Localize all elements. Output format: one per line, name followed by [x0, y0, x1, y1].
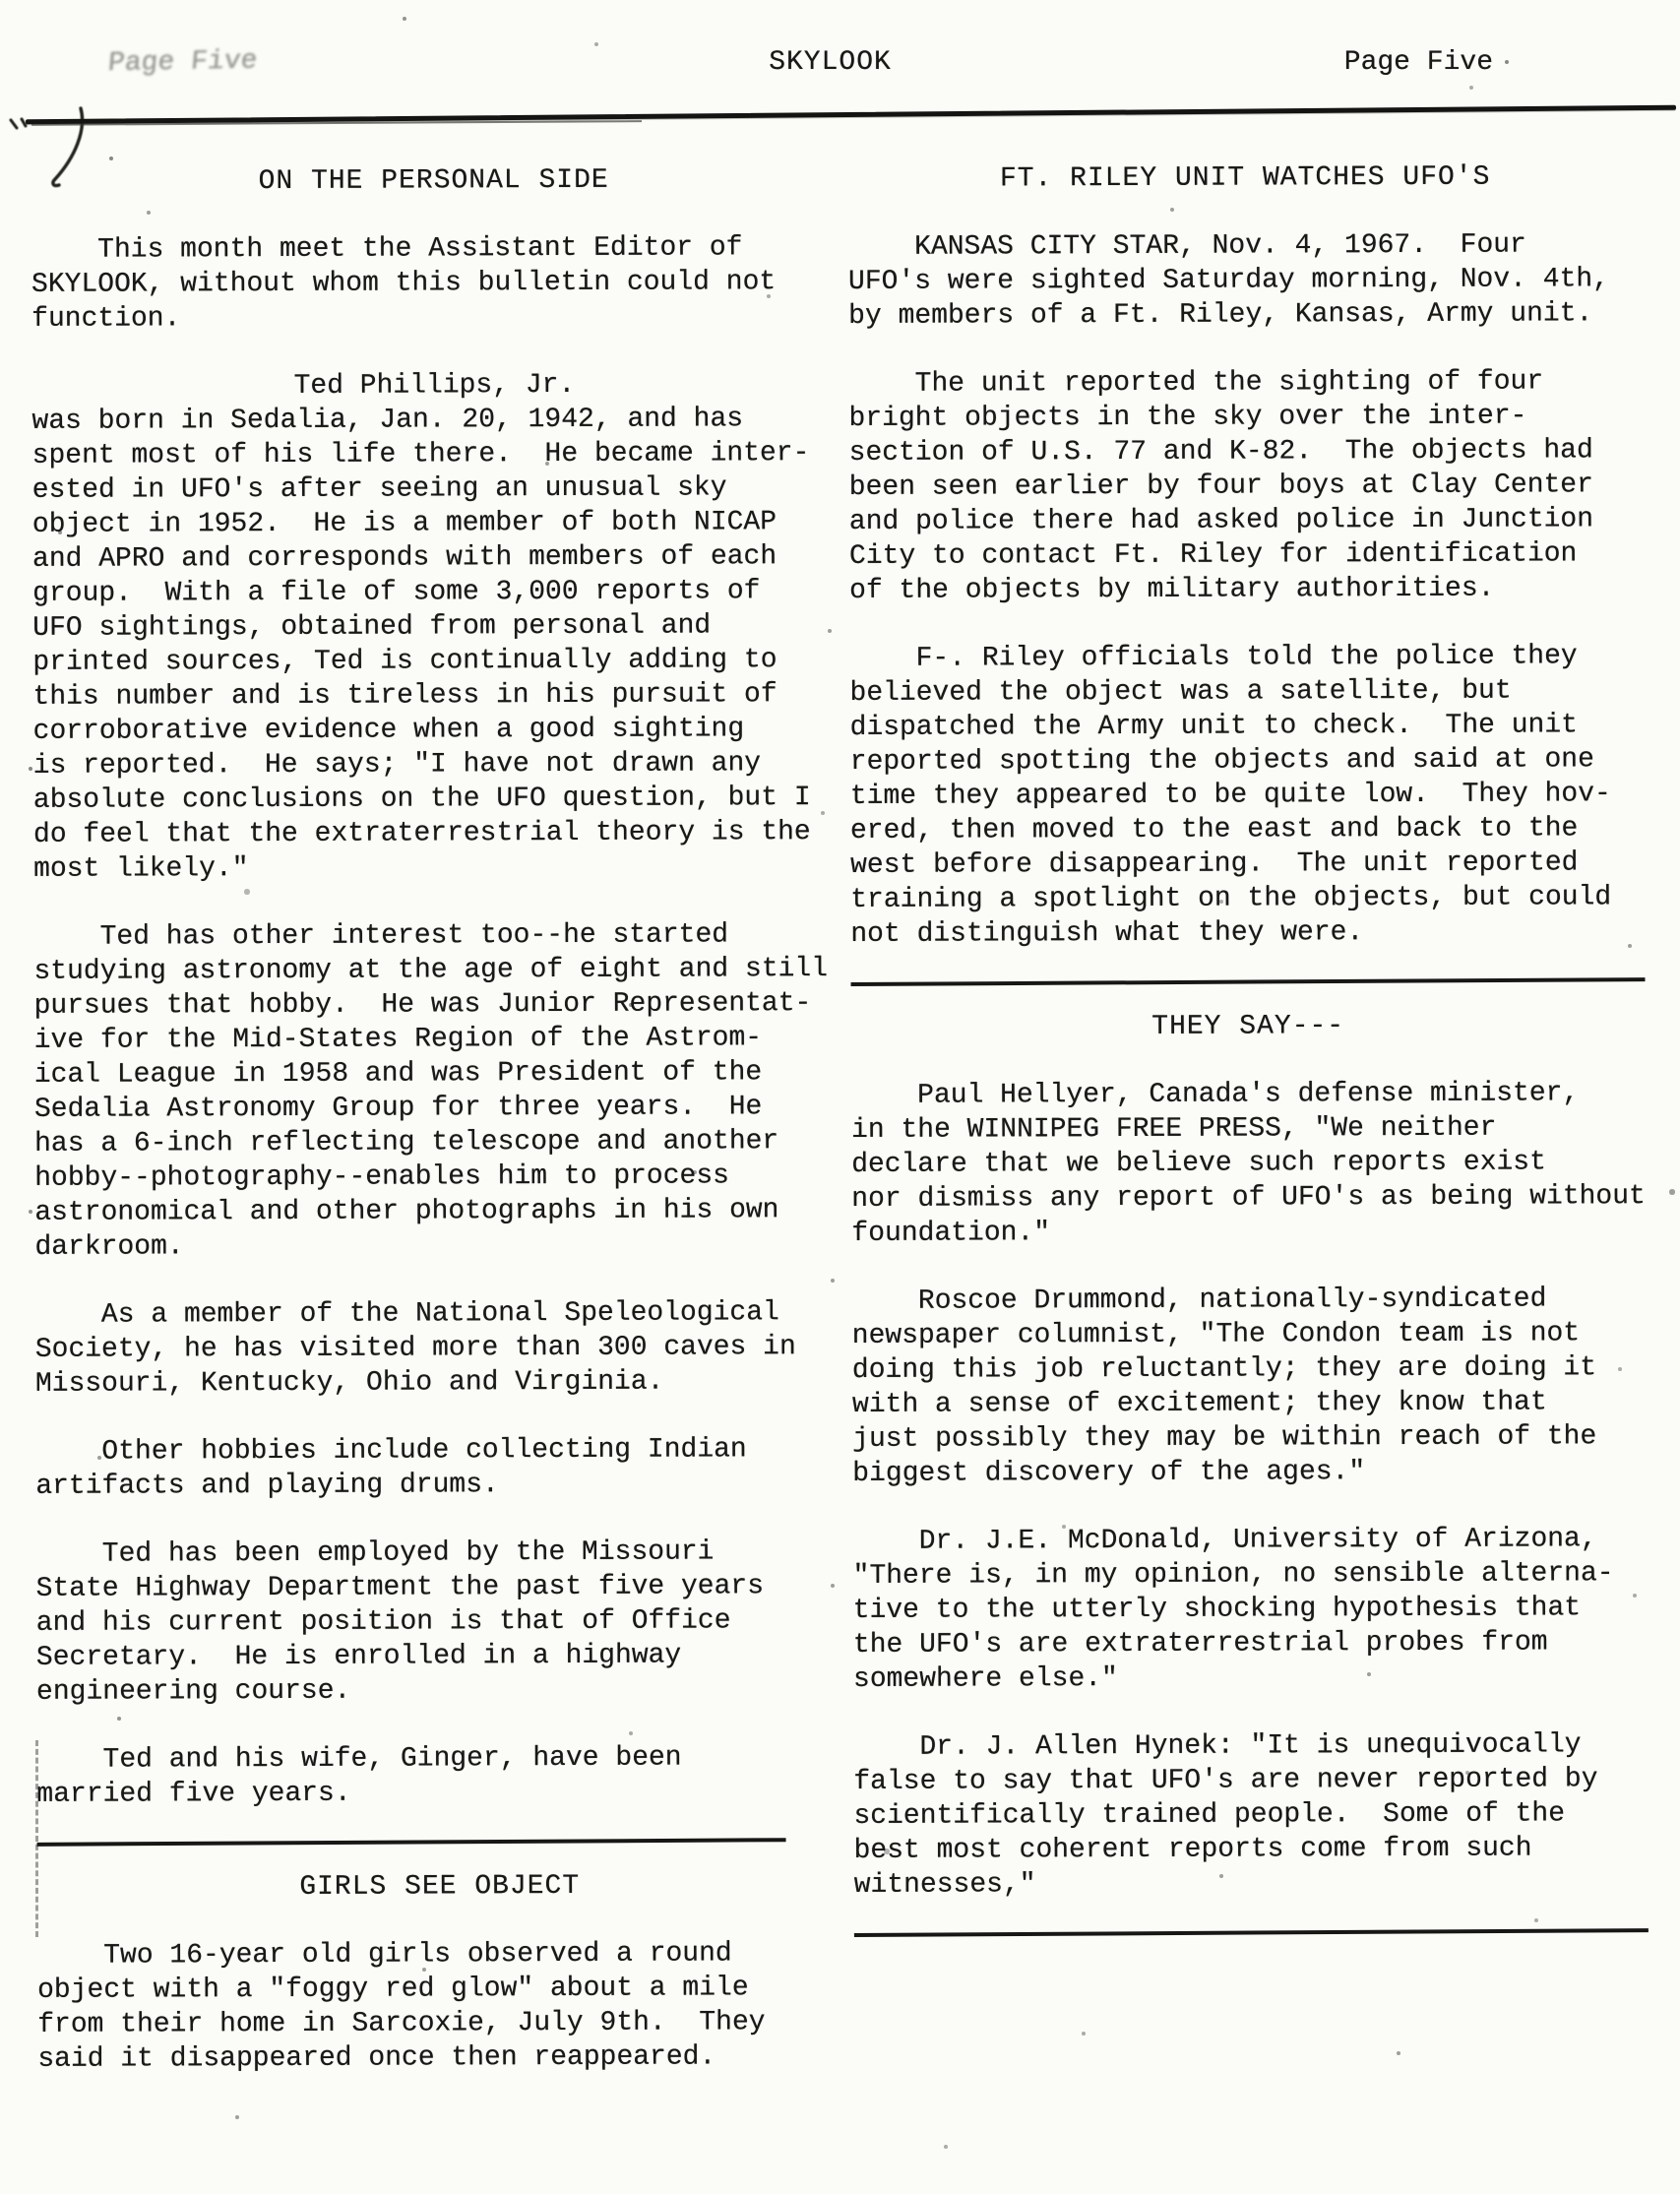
page-number-left-faded: Page Five — [106, 45, 259, 80]
paragraph-caves: As a member of the National Speleological Society, he has visited more than 300 caves in Missouri, Kentucky, Ohio and Virginia. — [34, 1297, 796, 1400]
two-column-body — [0, 159, 1680, 2077]
publication-title: SKYLOOK — [769, 47, 892, 78]
paragraph-other-hobbies: Other hobbies include collecting Indian artifacts and playing drums. — [35, 1434, 747, 1502]
paragraph-hellyer-quote: Paul Hellyer, Canada's defense minister, in the WINNIPEG FREE PRESS, "We neither declare that we believe such reports exist nor dismiss any report of UFO's as being without foundation." — [850, 1078, 1646, 1249]
left-section-divider-line — [37, 1838, 786, 1847]
right-bottom-divider-line — [854, 1928, 1649, 1937]
page-header — [0, 0, 1680, 80]
name-line-ted-phillips: Ted Phillips, Jr. — [293, 369, 576, 402]
paragraph-family: Ted and his wife, Ginger, have been married five years. — [36, 1742, 682, 1810]
heading-girls-see-object: GIRLS SEE OBJECT — [299, 1870, 581, 1903]
heading-ft-riley-unit: FT. RILEY UNIT WATCHES UFO'S — [999, 161, 1491, 195]
header-divider-line — [26, 105, 1676, 125]
paragraph-mcdonald-quote: Dr. J.E. McDonald, University of Arizona, "There is, in my opinion, no sensible alterna- tive to the utterly shocking hypothesis that the UFO's are extraterrestrial probes from somewhere else." — [852, 1524, 1614, 1695]
right-column — [848, 159, 1649, 2074]
paragraph-drummond-quote: Roscoe Drummond, nationally-syndicated newspaper columnist, "The Condon team is not doing this job reluctantly; they are doing it with a sense of excitement; they know that just possibly they may be within reach of the biggest discovery of the ages." — [851, 1284, 1597, 1489]
paragraph-intro: This month meet the Assistant Editor of SKYLOOK, without whom this bulletin could not function. — [31, 232, 777, 335]
scan-noise-speckles — [0, 0, 2, 2]
right-section-divider-line — [851, 977, 1646, 986]
paragraph-employment: Ted has been employed by the Missouri State Highway Department the past five years and his current position is that of Office Secretary. He is enrolled in a highway engineering course. — [35, 1536, 765, 1708]
left-column — [31, 162, 843, 2077]
paragraph-girls-sighting: Two 16-year old girls observed a round object with a "foggy red glow" about a mile from their home in Sarcoxie, July 9th. They said it disappeared once then reappeared. — [36, 1938, 766, 2075]
paragraph-kansas-city-star: KANSAS CITY STAR, Nov. 4, 1967. Four UFO's were sighted Saturday morning, Nov. 4th, by members of a Ft. Riley, Kansas, Army unit. — [847, 229, 1610, 332]
paragraph-bio: was born in Sedalia, Jan. 20, 1942, and has spent most of his life there. He became inter- ested in UFO's after seeing an unusual sky object in 1952. He is a member of both NICAP and APRO and corresponds with members of each group. With a file of some 3,000 reports of UFO sightings, obtained from personal and printed sources, Ted is continually adding to this number and is tireless in his pursuit of corroborative evidence when a good sighting is reported. He says; "I have not drawn any absolute conclusions on the UFO question, but I do feel that the extraterrestrial theory is the most likely." — [31, 404, 811, 885]
paragraph-riley-officials: F-. Riley officials told the police they believed the object was a satellite, but dispatched the Army unit to check. The unit reported spotting the objects and said at one time they appeared to be quite low. They hov- ered, then moved to the east and back to the west before disappearing. The unit reported training a spotlight on the objects, but could not distinguish what they were. — [849, 641, 1612, 950]
heading-they-say: THEY SAY--- — [1151, 1011, 1345, 1042]
page-number-right: Page Five — [1343, 47, 1493, 78]
paragraph-interests: Ted has other interest too--he started studying astronomy at the age of eight and still pursues that hobby. He was Junior Representat- ive for the Mid-States Region of the Astrom- ical League in 1958 and was President of the Sedalia Astronomy Group for three years. He has a 6-inch reflecting telescope and another hobby--photography--enables him to process astronomical and other photographs in his own darkroom. — [33, 919, 829, 1263]
paragraph-unit-report: The unit reported the sighting of four bright objects in the sky over the inter- section of U.S. 77 and K-82. The objects had been seen earlier by four boys at Clay Center and police there had asked police in Junction City to contact Ft. Riley for identification of the objects by military authorities. — [848, 366, 1594, 606]
paragraph-hynek-quote: Dr. J. Allen Hynek: "It is unequivocally false to say that UFO's are never reported by scientifically trained people. Some of the best most coherent reports come from such witnesses," — [853, 1729, 1598, 1901]
heading-on-the-personal-side: ON THE PERSONAL SIDE — [258, 164, 609, 198]
